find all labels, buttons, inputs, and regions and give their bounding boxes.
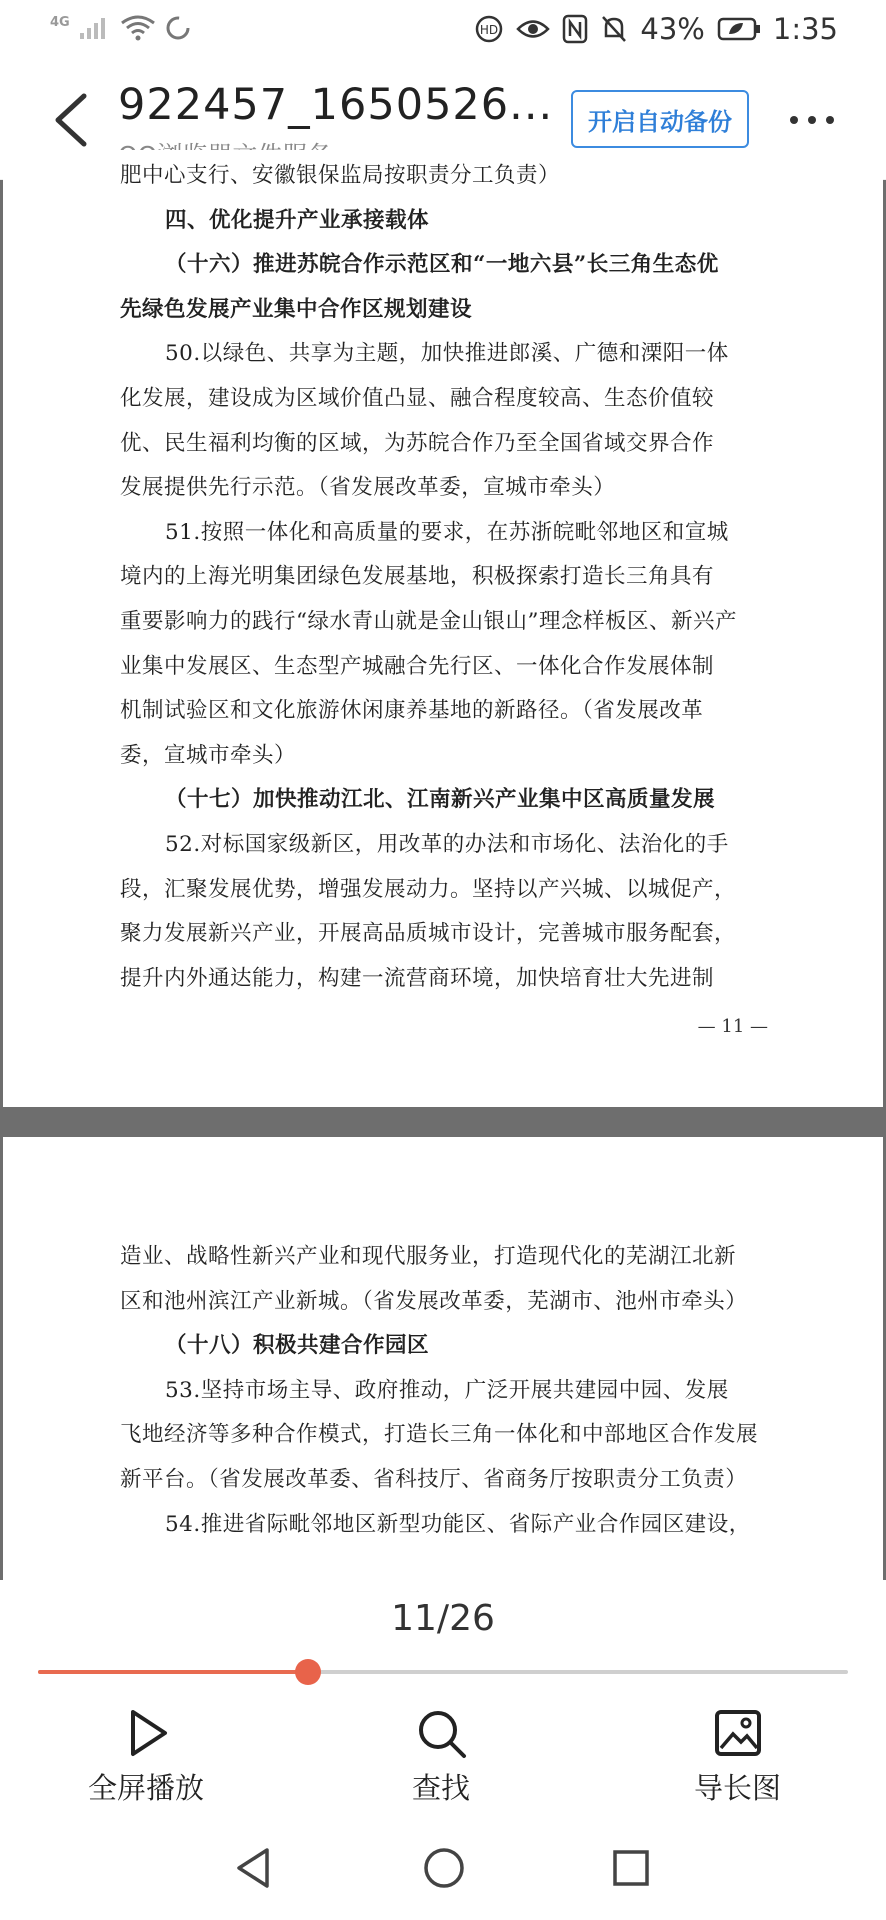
find-button[interactable] xyxy=(412,1706,470,1807)
page2-text-line: 54.推进省际毗邻地区新型功能区、省际产业合作园区建设， xyxy=(165,1511,751,1537)
bottom-toolbar xyxy=(0,1698,886,1814)
page-indicator xyxy=(0,1580,886,1698)
page2-text-line: 飞地经济等多种合作模式，打造长三角一体化和中部地区合作发展 xyxy=(120,1422,759,1448)
page-slider[interactable] xyxy=(38,1670,848,1674)
document-page-11 xyxy=(3,150,883,1107)
battery-icon xyxy=(717,16,761,42)
document-viewer[interactable] xyxy=(0,163,886,1580)
page1-text-line: 化发展，建设成为区域价值凸显、融合程度较高、生态价值较 xyxy=(120,386,715,411)
play-icon xyxy=(119,1706,173,1760)
clock: 1:35 xyxy=(772,12,838,46)
page2-text-line: （十八）积极共建合作园区 xyxy=(165,1333,430,1359)
page1-text-line: 四、优化提升产业承接载体 xyxy=(165,207,430,233)
fullscreen-play-button[interactable] xyxy=(88,1706,204,1807)
svg-text:HD: HD xyxy=(480,23,499,37)
eye-icon xyxy=(516,16,550,42)
find-label: 查找 xyxy=(412,1771,471,1805)
page1-text-line: 50.以绿色、共享为主题，加快推进郎溪、广德和溧阳一体 xyxy=(165,341,729,367)
page1-text-line: 聚力发展新兴产业，开展高品质城市设计，完善城市服务配套， xyxy=(120,921,737,947)
page1-text-line: （十六）推进苏皖合作示范区和“一地六县”长三角生态优 xyxy=(165,252,719,278)
page2-text-line: 区和池州滨江产业新城。（省发展改革委，芜湖市、池州市牵头） xyxy=(120,1288,748,1314)
page1-text-line: 发展提供先行示范。（省发展改革委，宣城市牵头） xyxy=(120,475,616,501)
nfc-icon xyxy=(562,14,588,44)
more-menu-icon[interactable] xyxy=(790,100,850,140)
page1-text-line: 境内的上海光明集团绿色发展基地，积极探索打造长三角具有 xyxy=(120,564,715,590)
page1-text-line: 先绿色发展产业集中合作区规划建设 xyxy=(120,296,473,322)
file-title: 922457_1650526... xyxy=(118,80,554,130)
page1-text-line: 优、民生福利均衡的区域，为苏皖合作乃至全国省域交界合作 xyxy=(120,430,715,456)
auto-backup-button[interactable]: 开启自动备份 xyxy=(571,90,749,148)
page-counter: 11/26 xyxy=(391,1598,495,1639)
page1-text-line: 重要影响力的践行“绿水青山就是金山银山”理念样板区、新兴产 xyxy=(120,609,737,634)
fullscreen-play-label: 全屏播放 xyxy=(88,1771,205,1805)
nav-home-icon[interactable] xyxy=(422,1846,466,1890)
page-slider-thumb[interactable] xyxy=(295,1659,321,1685)
sync-icon xyxy=(164,14,192,42)
battery-percent: 43% xyxy=(640,12,705,46)
export-long-image-label: 导长图 xyxy=(694,1771,782,1805)
page1-text-line: 52.对标国家级新区，用改革的办法和市场化、法治化的手 xyxy=(165,832,729,857)
page-slider-fill xyxy=(38,1670,308,1674)
mute-bell-icon xyxy=(600,14,628,44)
page1-text-line: 委，宣城市牵头） xyxy=(120,742,297,768)
back-arrow-icon[interactable] xyxy=(46,90,96,150)
export-long-image-button[interactable] xyxy=(694,1706,781,1807)
nav-back-icon[interactable] xyxy=(233,1846,273,1890)
page2-text-line: 造业、战略性新兴产业和现代服务业，打造现代化的芜湖江北新 xyxy=(120,1244,737,1269)
nav-recents-icon[interactable] xyxy=(611,1846,651,1890)
page2-text-line: 53.坚持市场主导、政府推动，广泛开展共建园中园、发展 xyxy=(165,1377,729,1403)
page-number: — 11 — xyxy=(697,1016,768,1037)
signal-icon xyxy=(78,15,112,41)
page1-text-line: （十七）加快推动江北、江南新兴产业集中区高质量发展 xyxy=(165,787,716,813)
page1-text-line: 业集中发展区、生态型产城融合先行区、一体化合作发展体制 xyxy=(120,653,715,679)
long-image-icon xyxy=(711,1706,765,1760)
page1-text-line: 段，汇聚发展优势，增强发展动力。坚持以产兴城、以城促产， xyxy=(120,876,737,902)
search-icon xyxy=(414,1706,468,1760)
page2-text-line: 新平台。（省发展改革委、省科技厅、省商务厅按职责分工负责） xyxy=(120,1467,748,1492)
status-bar xyxy=(0,0,886,62)
system-nav-bar xyxy=(0,1814,886,1920)
hd-icon xyxy=(474,14,504,44)
network-type: 4G xyxy=(50,14,70,30)
page1-text-line: 肥中心支行、安徽银保监局按职责分工负责） xyxy=(120,163,561,188)
page1-text-line: 51.按照一体化和高质量的要求，在苏浙皖毗邻地区和宣城 xyxy=(165,519,729,545)
page1-text-line: 提升内外通达能力，构建一流营商环境，加快培育壮大先进制 xyxy=(120,965,715,991)
page1-text-line: 机制试验区和文化旅游休闲康养基地的新路径。（省发展改革 xyxy=(120,698,704,724)
wifi-icon xyxy=(120,14,156,42)
